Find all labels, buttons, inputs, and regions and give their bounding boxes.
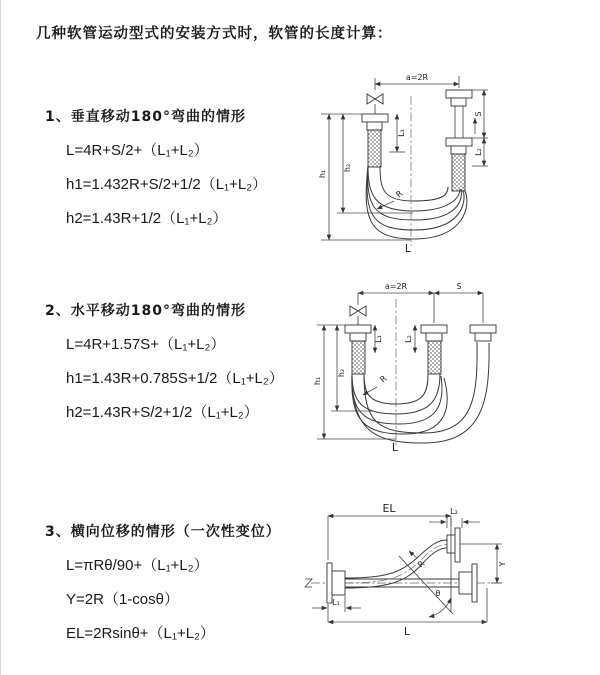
dimension-l2: [472, 138, 488, 166]
dim-el-label: EL: [382, 502, 396, 515]
braided-hose-section: [452, 154, 465, 191]
dimension-l1: [374, 325, 383, 353]
displaced-hose-s-curve: [345, 540, 451, 588]
valve-icon: [367, 94, 383, 114]
formula-y: Y=2R（1-cosθ）: [66, 591, 179, 608]
section-horizontal-movement: [45, 300, 284, 422]
dim-h1-label: h₁: [318, 169, 327, 179]
dim-l2-label: L₂: [450, 507, 458, 516]
dimension-el: [328, 502, 451, 560]
radius-callout: [409, 551, 427, 569]
diagram-2-svg: [311, 281, 591, 453]
right-flange-original: [459, 564, 477, 602]
angle-construction: [399, 518, 453, 617]
formula-length: L=πRθ/90+（L₁+L₂）: [66, 557, 209, 574]
formula-length: L=4R+1.57S+（L₁+L₂）: [66, 336, 226, 353]
left-flange: [327, 563, 345, 603]
left-hose-end-fitting: [362, 114, 388, 167]
page-title: 几种软管运动型式的安装方式时，软管的长度计算：: [36, 26, 393, 42]
left-hose-end-fitting: [345, 325, 371, 374]
diagram-lateral-displacement: [301, 500, 599, 645]
dim-s-label: S: [474, 111, 483, 117]
radius-label: R: [416, 559, 427, 570]
dim-l1-label: L₁: [397, 129, 406, 137]
length-label: L: [391, 441, 399, 453]
dim-y-label: Y: [498, 561, 507, 567]
middle-hose-end-fitting: [421, 325, 447, 374]
diagram-vertical-u-bend: [313, 70, 591, 258]
formula-h1: h1=1.432R+S/2+1/2（L₁+L₂）: [66, 176, 268, 193]
angle-label: θ: [435, 589, 441, 598]
section-3-heading: 3、横向位移的情形（一次性变位）: [45, 524, 281, 540]
formula-h1: h1=1.43R+0.785S+1/2（L₁+L₂）: [66, 370, 284, 387]
dimension-l2: [404, 325, 415, 353]
formula-length: L=4R+S/2+（L₁+L₂）: [66, 142, 209, 159]
section-vertical-movement: [45, 106, 267, 228]
dimension-l1: [312, 596, 361, 622]
section-1-heading: 1、垂直移动180°弯曲的情形: [45, 109, 246, 125]
upper-flange-displaced: [447, 528, 460, 562]
dimension-s: [472, 90, 488, 138]
diagram-3-svg: [301, 500, 599, 645]
dimension-l1: [389, 114, 406, 152]
radius-label: R: [394, 188, 405, 200]
braided-hose-section: [368, 130, 381, 167]
section-2-heading: 2、水平移动180°弯曲的情形: [45, 303, 246, 319]
length-label: L: [403, 625, 411, 638]
dimension-l2: [429, 507, 480, 528]
dim-h2-label: h₂: [337, 368, 346, 378]
braided-hose-section: [428, 341, 441, 374]
dimension-s: [434, 282, 483, 323]
dim-l1-label: L₁: [332, 598, 340, 607]
valve-icon: [350, 306, 366, 325]
length-label: L: [404, 242, 412, 255]
radius-callout: [377, 189, 405, 209]
dim-h1-label: h₁: [313, 376, 322, 386]
dim-s-label: S: [456, 282, 462, 291]
displaced-hose-end-fitting: [470, 325, 496, 341]
dim-l2-label: L₂: [404, 335, 413, 343]
diagram-1-svg: [313, 70, 591, 258]
section-lateral-displacement: [45, 521, 281, 643]
hose-u-curves: [352, 342, 489, 443]
formula-h2: h2=1.43R+S/2+1/2（L₁+L₂）: [66, 404, 259, 421]
dim-a2r-label: a=2R: [405, 73, 429, 82]
radius-label: R: [378, 373, 389, 385]
dimension-l: [328, 588, 487, 638]
right-hose-end-fitting: [446, 90, 475, 191]
formula-el: EL=2Rsinθ+（L₁+L₂）: [66, 625, 215, 642]
dim-l2-label: L₂: [474, 148, 483, 156]
formula-h2: h2=1.43R+1/2（L₁+L₂）: [66, 210, 228, 227]
centerline-break-icon: [305, 579, 312, 587]
dim-l1-label: L₁: [374, 335, 383, 343]
diagram-horizontal-u-bend: [311, 281, 591, 453]
dimension-a2r: [375, 73, 459, 90]
braided-hose-section: [352, 341, 365, 374]
dim-a2r-label: a=2R: [384, 282, 408, 291]
dim-h2-label: h₂: [343, 163, 352, 173]
